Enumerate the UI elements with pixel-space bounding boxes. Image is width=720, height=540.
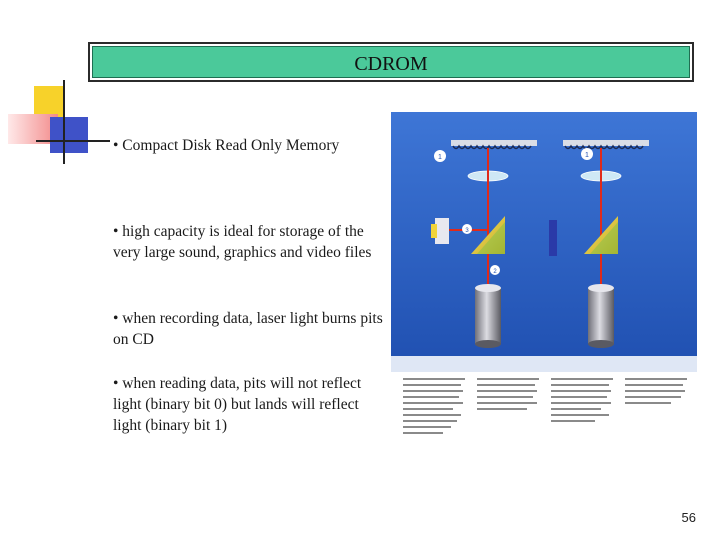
diagram-caption-columns — [403, 378, 687, 434]
laser-diode-icon — [588, 284, 614, 348]
page-number: 56 — [681, 510, 696, 525]
decor-horizontal-line — [36, 140, 110, 142]
callout-2-left — [490, 265, 500, 275]
svg-text:1: 1 — [438, 154, 442, 161]
laser-diode-icon — [475, 284, 501, 348]
decor-vertical-line — [63, 80, 65, 164]
svg-text:2: 2 — [493, 269, 497, 275]
cd-reading-diagram — [391, 112, 697, 444]
bullet-2: • high capacity is ideal for storage of the very large sound, graphics and video files — [113, 223, 372, 261]
slide-title: CDROM — [354, 53, 428, 75]
photo-detector-icon — [549, 220, 557, 256]
cd-disc-icon — [451, 140, 537, 149]
diagram-label-strip — [391, 356, 697, 372]
decor-blue-block — [50, 117, 88, 153]
bullet-3: • when recording data, laser light burns pits on CD — [113, 310, 383, 348]
bullet-1: • Compact Disk Read Only Memory — [113, 137, 340, 154]
callout-1-left — [434, 150, 446, 162]
cd-disc-icon — [563, 140, 649, 149]
title-bar — [88, 42, 694, 82]
callout-3-left — [462, 224, 472, 234]
svg-text:3: 3 — [465, 228, 469, 234]
cd-diagram-svg — [391, 112, 697, 444]
callout-1-right — [581, 148, 593, 160]
bullet-4: • when reading data, pits will not reflect light (binary bit 0) but lands will reflect light (binary bit 1) — [113, 375, 362, 434]
svg-text:1: 1 — [585, 152, 589, 159]
